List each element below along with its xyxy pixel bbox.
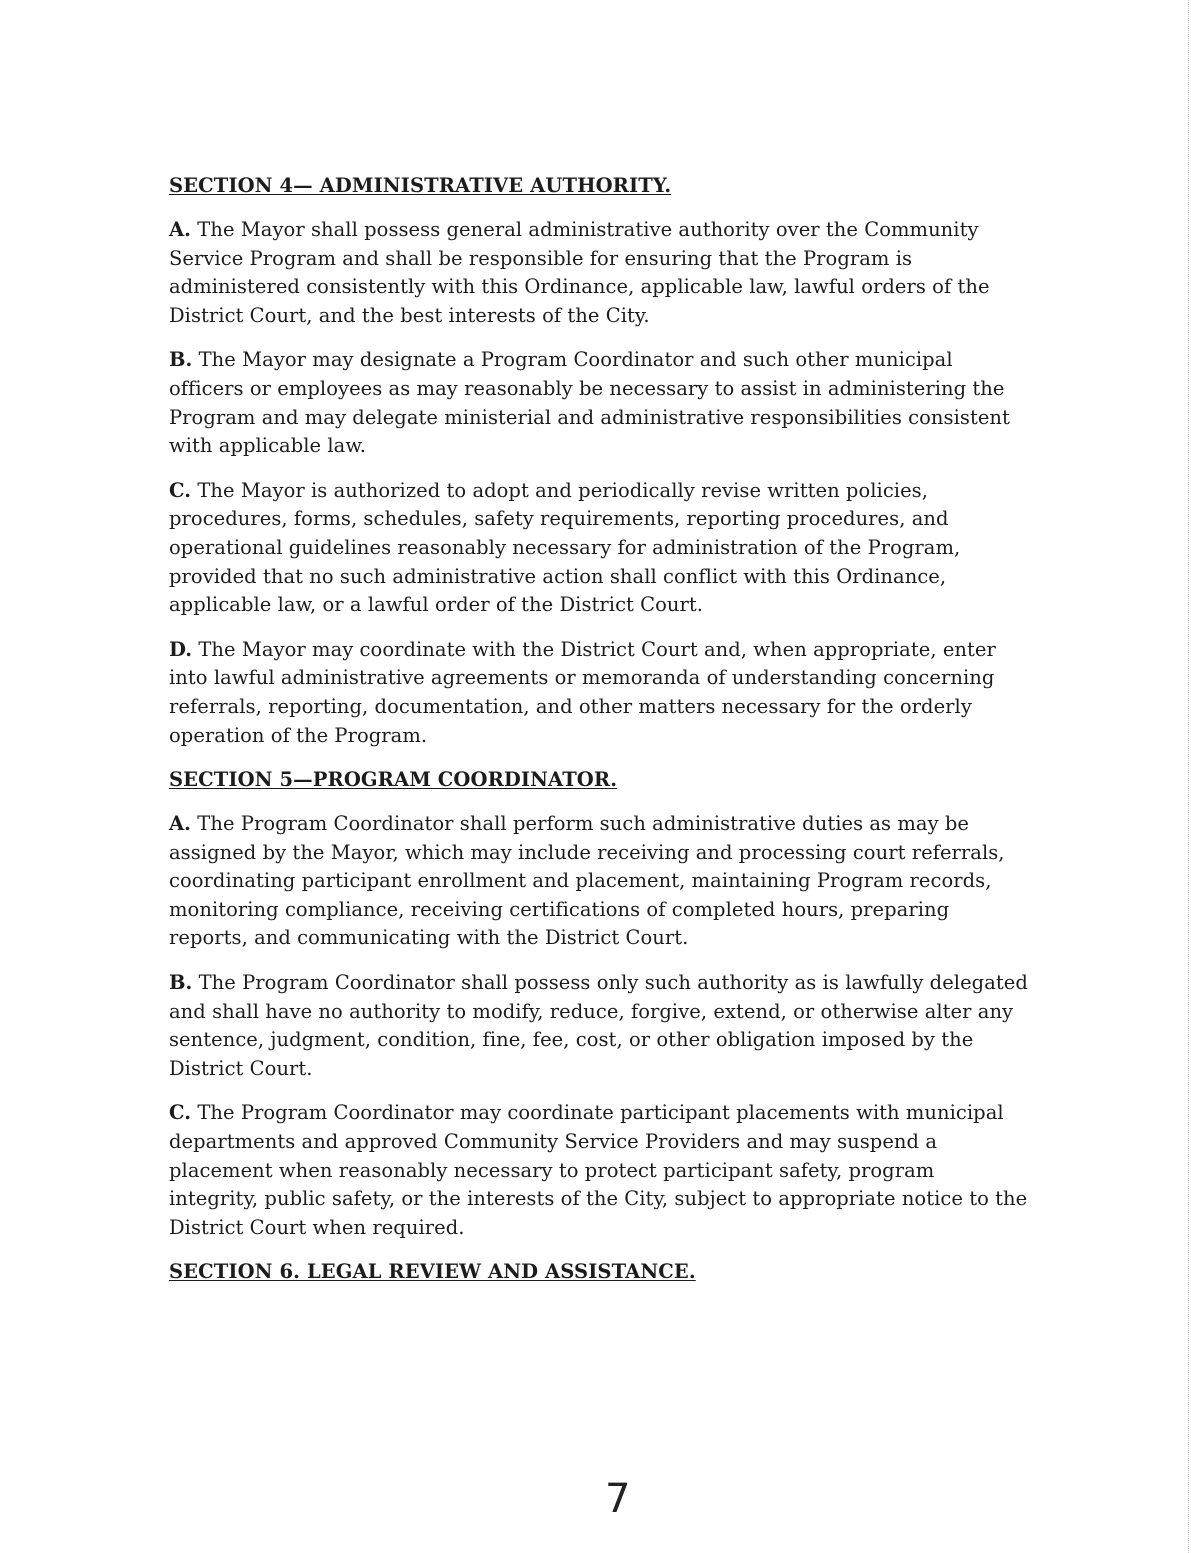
section-4-paragraph-d [169,636,1029,750]
section-6 [169,1258,1029,1286]
document-body [169,172,1029,1302]
page-number: 7 [605,1476,631,1522]
scan-edge-line [1188,0,1189,1553]
section-4 [169,172,1029,750]
paragraph-letter: D. [169,637,193,661]
paragraph-text: The Program Coordinator may coordinate participant placements with municipal departments and approved Community Service Providers and may suspend a placement when reasonably necessary to protect participant safety, program integrity, public safety, or the interests of the City, subject to appropriate notice to the District Court when required. [169,1101,1028,1239]
paragraph-text: The Program Coordinator shall possess only such authority as is lawfully delegated and shall have no authority to modify, reduce, forgive, extend, or otherwise alter any sentence, judgment, condition, fine, fee, cost, or other obligation imposed by the District Court. [169,971,1028,1080]
paragraph-letter: C. [169,478,192,502]
section-4-paragraph-c [169,477,1029,620]
paragraph-letter: B. [169,971,193,995]
paragraph-text: The Mayor may coordinate with the District Court and, when appropriate, enter into lawful administrative agreements or memoranda of understanding concerning referrals, reporting, documentation, and other matters necessary for the orderly operation of the Program. [169,637,996,747]
paragraph-letter: C. [169,1101,192,1125]
paragraph-letter: A. [169,218,192,241]
section-4-heading: SECTION 4— ADMINISTRATIVE AUTHORITY. [169,174,672,197]
section-5-paragraph-b [169,969,1029,1083]
paragraph-letter: B. [169,348,193,372]
section-6-heading: SECTION 6. LEGAL REVIEW AND ASSISTANCE. [169,1260,696,1284]
paragraph-text: The Mayor shall possess general administrative authority over the Community Service Program and shall be responsible for ensuring that the Program is administered consistently with this Ordinance, applicable law, lawful orders of the District Court, and the best interests of the City. [169,218,990,327]
section-5-paragraph-c [169,1099,1029,1242]
section-5 [169,766,1029,1242]
section-5-paragraph-a [169,810,1029,953]
section-4-paragraph-a [169,216,1029,330]
section-5-heading: SECTION 5—PROGRAM COORDINATOR. [169,768,618,792]
paragraph-text: The Program Coordinator shall perform such administrative duties as may be assigned by the Mayor, which may include receiving and processing court referrals, coordinating participant enrollment and placement, maintaining Program records, monitoring compliance, receiving certifications of completed hours, preparing reports, and communicating with the District Court. [169,812,1005,950]
paragraph-letter: A. [169,812,192,836]
section-4-paragraph-b [169,346,1029,460]
paragraph-text: The Mayor is authorized to adopt and periodically revise written policies, procedures, forms, schedules, safety requirements, reporting procedures, and operational guidelines reasonably necessary for administration of the Program, provided that no such administrative action shall conflict with this Ordinance, applicable law, or a lawful order of the District Court. [169,478,961,617]
paragraph-text: The Mayor may designate a Program Coordinator and such other municipal officers or employees as may reasonably be necessary to assist in administering the Program and may delegate ministerial and administrative responsibilities consistent with applicable law. [169,348,1010,458]
